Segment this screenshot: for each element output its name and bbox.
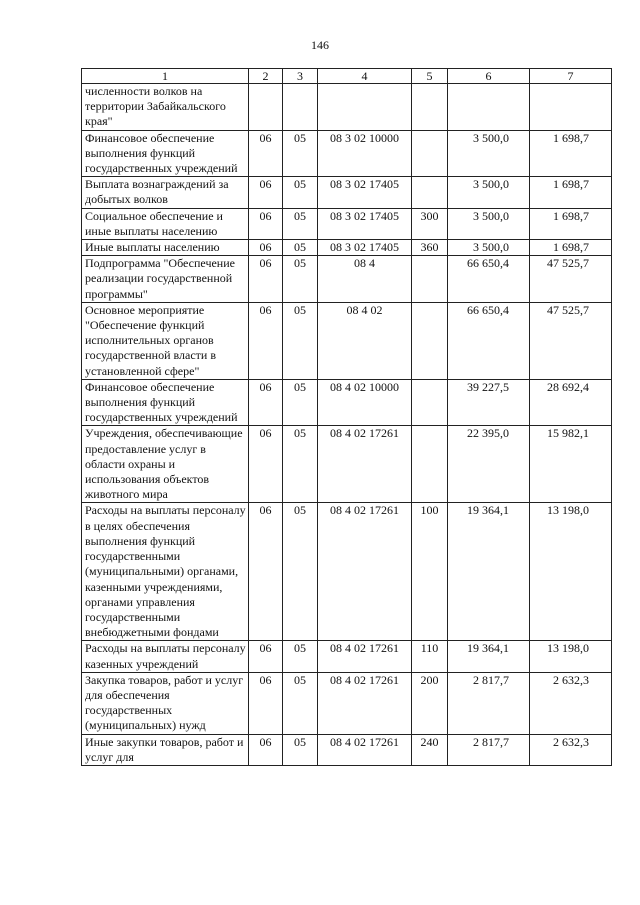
table-row: [82, 426, 612, 503]
row-name-cell: Основное мероприятие "Обеспечение функций исполнительных органов государственной власти в установленной сфере": [82, 302, 249, 379]
row-section-cell: 06: [249, 208, 283, 239]
header-col-4: 4: [318, 69, 412, 84]
row-amount-col6-cell: 19 364,1: [448, 641, 530, 672]
row-subsection-cell: 05: [283, 240, 318, 256]
row-target-article-cell: 08 3 02 10000: [318, 130, 412, 177]
row-name-cell: Расходы на выплаты персоналу в целях обеспечения выполнения функций государственными (муниципальными) органами, казенными учреждениями, органами управления государственными внебюджетными фондами: [82, 503, 249, 641]
table-row: [82, 734, 612, 765]
header-col-6: 6: [448, 69, 530, 84]
row-name-cell: численности волков на территории Забайкальского края": [82, 84, 249, 131]
row-amount-col7-cell: 1 698,7: [530, 177, 612, 208]
header-col-3: 3: [283, 69, 318, 84]
row-name-cell: Иные закупки товаров, работ и услуг для: [82, 734, 249, 765]
row-expense-type-cell: [412, 177, 448, 208]
row-expense-type-cell: [412, 256, 448, 303]
row-amount-col6-cell: 3 500,0: [448, 130, 530, 177]
table-row: [82, 208, 612, 239]
row-subsection-cell: 05: [283, 641, 318, 672]
table-row: [82, 177, 612, 208]
row-amount-col7-cell: 13 198,0: [530, 503, 612, 641]
row-target-article-cell: 08 3 02 17405: [318, 208, 412, 239]
table-row: [82, 503, 612, 641]
header-col-7: 7: [530, 69, 612, 84]
row-name-cell: Иные выплаты населению: [82, 240, 249, 256]
table-row: [82, 84, 612, 131]
row-amount-col7-cell: 13 198,0: [530, 641, 612, 672]
row-name-cell: Учреждения, обеспечивающие предоставление услуг в области охраны и использования объектов животного мира: [82, 426, 249, 503]
row-target-article-cell: 08 4 02 17261: [318, 426, 412, 503]
row-section-cell: 06: [249, 302, 283, 379]
table-row: [82, 130, 612, 177]
row-amount-col6-cell: [448, 84, 530, 131]
row-name-cell: Подпрограмма "Обеспечение реализации государственной программы": [82, 256, 249, 303]
row-expense-type-cell: 300: [412, 208, 448, 239]
row-amount-col7-cell: 15 982,1: [530, 426, 612, 503]
row-amount-col6-cell: 3 500,0: [448, 208, 530, 239]
row-subsection-cell: 05: [283, 734, 318, 765]
row-target-article-cell: 08 4 02 17261: [318, 672, 412, 734]
row-amount-col6-cell: 19 364,1: [448, 503, 530, 641]
row-amount-col6-cell: 66 650,4: [448, 302, 530, 379]
row-target-article-cell: 08 4 02 17261: [318, 734, 412, 765]
row-amount-col7-cell: 1 698,7: [530, 208, 612, 239]
table-row: [82, 379, 612, 426]
row-subsection-cell: 05: [283, 503, 318, 641]
page-number: 146: [311, 38, 329, 52]
row-name-cell: Финансовое обеспечение выполнения функций государственных учреждений: [82, 130, 249, 177]
row-expense-type-cell: 240: [412, 734, 448, 765]
table-row: [82, 641, 612, 672]
budget-table: [81, 68, 612, 766]
table-row: [82, 672, 612, 734]
row-subsection-cell: 05: [283, 177, 318, 208]
row-expense-type-cell: 360: [412, 240, 448, 256]
row-target-article-cell: 08 3 02 17405: [318, 177, 412, 208]
row-section-cell: 06: [249, 641, 283, 672]
row-amount-col7-cell: 1 698,7: [530, 240, 612, 256]
row-amount-col6-cell: 3 500,0: [448, 240, 530, 256]
row-amount-col7-cell: 2 632,3: [530, 734, 612, 765]
header-row: [82, 69, 612, 84]
row-target-article-cell: 08 4 02 17261: [318, 503, 412, 641]
row-expense-type-cell: 100: [412, 503, 448, 641]
row-target-article-cell: 08 3 02 17405: [318, 240, 412, 256]
table-row: [82, 240, 612, 256]
row-amount-col6-cell: 2 817,7: [448, 672, 530, 734]
row-section-cell: 06: [249, 734, 283, 765]
row-amount-col6-cell: 2 817,7: [448, 734, 530, 765]
header-col-1: 1: [82, 69, 249, 84]
row-amount-col7-cell: 47 525,7: [530, 256, 612, 303]
row-section-cell: 06: [249, 503, 283, 641]
row-section-cell: 06: [249, 256, 283, 303]
row-amount-col7-cell: 2 632,3: [530, 672, 612, 734]
row-target-article-cell: 08 4 02 17261: [318, 641, 412, 672]
row-section-cell: [249, 84, 283, 131]
row-amount-col6-cell: 22 395,0: [448, 426, 530, 503]
row-section-cell: 06: [249, 672, 283, 734]
row-section-cell: 06: [249, 240, 283, 256]
row-expense-type-cell: [412, 130, 448, 177]
row-subsection-cell: 05: [283, 208, 318, 239]
row-subsection-cell: 05: [283, 672, 318, 734]
row-subsection-cell: 05: [283, 426, 318, 503]
row-subsection-cell: 05: [283, 302, 318, 379]
row-amount-col6-cell: 66 650,4: [448, 256, 530, 303]
row-amount-col7-cell: 47 525,7: [530, 302, 612, 379]
row-expense-type-cell: 200: [412, 672, 448, 734]
row-section-cell: 06: [249, 130, 283, 177]
row-amount-col7-cell: 1 698,7: [530, 130, 612, 177]
row-expense-type-cell: [412, 302, 448, 379]
row-expense-type-cell: 110: [412, 641, 448, 672]
row-subsection-cell: 05: [283, 256, 318, 303]
row-name-cell: Закупка товаров, работ и услуг для обеспечения государственных (муниципальных) нужд: [82, 672, 249, 734]
row-amount-col7-cell: [530, 84, 612, 131]
row-name-cell: Расходы на выплаты персоналу казенных учреждений: [82, 641, 249, 672]
header-col-5: 5: [412, 69, 448, 84]
row-section-cell: 06: [249, 177, 283, 208]
row-expense-type-cell: [412, 84, 448, 131]
row-target-article-cell: [318, 84, 412, 131]
row-subsection-cell: [283, 84, 318, 131]
row-target-article-cell: 08 4 02: [318, 302, 412, 379]
row-target-article-cell: 08 4 02 10000: [318, 379, 412, 426]
row-subsection-cell: 05: [283, 379, 318, 426]
row-expense-type-cell: [412, 426, 448, 503]
row-name-cell: Финансовое обеспечение выполнения функций государственных учреждений: [82, 379, 249, 426]
row-section-cell: 06: [249, 379, 283, 426]
row-section-cell: 06: [249, 426, 283, 503]
table-row: [82, 302, 612, 379]
row-amount-col7-cell: 28 692,4: [530, 379, 612, 426]
table-row: [82, 256, 612, 303]
row-target-article-cell: 08 4: [318, 256, 412, 303]
row-amount-col6-cell: 3 500,0: [448, 177, 530, 208]
row-amount-col6-cell: 39 227,5: [448, 379, 530, 426]
header-col-2: 2: [249, 69, 283, 84]
row-subsection-cell: 05: [283, 130, 318, 177]
row-expense-type-cell: [412, 379, 448, 426]
row-name-cell: Выплата вознаграждений за добытых волков: [82, 177, 249, 208]
row-name-cell: Социальное обеспечение и иные выплаты населению: [82, 208, 249, 239]
